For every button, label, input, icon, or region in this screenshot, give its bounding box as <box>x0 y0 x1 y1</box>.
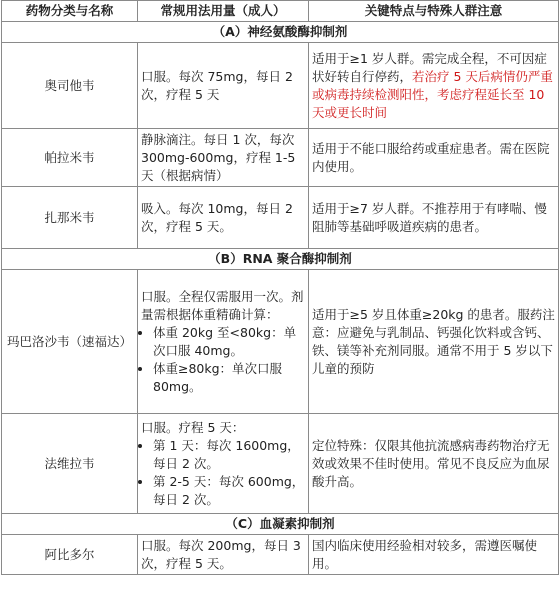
drug-name-arbidol: 阿比多尔 <box>2 535 138 575</box>
header-notes: 关键特点与特殊人群注意 <box>309 1 559 22</box>
dose-baloxavir <box>138 270 309 414</box>
group-row-a <box>2 22 559 43</box>
dose-list-baloxavir <box>141 324 305 396</box>
group-row-b <box>2 249 559 270</box>
table-row <box>2 270 559 414</box>
table-row <box>2 535 559 575</box>
dose-item: • 第 2-5 天：每次 600mg，每日 2 次。 <box>153 473 305 509</box>
dose-intro-favipiravir: 口服。疗程 5 天： <box>141 419 245 435</box>
drug-name-peramivir: 帕拉米韦 <box>2 129 138 187</box>
drug-name-oseltamivir: 奥司他韦 <box>2 43 138 129</box>
table-row <box>2 129 559 187</box>
note-oseltamivir: 适用于≥1 岁人群。需完成全程，不可因症状好转自行停药，若治疗 5 天后病情仍严重或病毒持续检测阳性，考虑疗程延长至 10 天或更长时间 <box>309 43 559 129</box>
dose-intro-baloxavir: 口服。全程仅需服用一次。剂量需根据体重精确计算： <box>141 288 304 322</box>
dose-item: • 第 1 天：每次 1600mg，每日 2 次。 <box>153 437 305 473</box>
header-row <box>2 1 559 22</box>
drug-name-zanamivir: 扎那米韦 <box>2 187 138 249</box>
dose-peramivir: 静脉滴注。每日 1 次，每次 300mg-600mg，疗程 1-5 天（根据病情） <box>138 129 309 187</box>
table-row <box>2 43 559 129</box>
dose-arbidol: 口服。每次 200mg，每日 3 次，疗程 5 天。 <box>138 535 309 575</box>
note-favipiravir: 定位特殊：仅限其他抗流感病毒药物治疗无效或效果不佳时使用。常见不良反应为血尿酸升高。 <box>309 414 559 514</box>
dose-item: • 体重≥80kg：单次口服 80mg。 <box>153 360 305 396</box>
group-row-c <box>2 514 559 535</box>
group-title-a: （A）神经氨酸酶抑制剂 <box>2 22 559 43</box>
table-row <box>2 414 559 514</box>
table-row <box>2 187 559 249</box>
header-name: 药物分类与名称 <box>2 1 138 22</box>
note-warning-oseltamivir: 若治疗 5 天后病情仍严重或病毒持续检测阳性，考虑疗程延长至 10 天或更长时间 <box>312 68 553 120</box>
note-peramivir: 适用于不能口服给药或重症患者。需在医院内使用。 <box>309 129 559 187</box>
dose-zanamivir: 吸入。每次 10mg，每日 2 次，疗程 5 天。 <box>138 187 309 249</box>
dose-list-favipiravir <box>141 437 305 509</box>
note-zanamivir: 适用于≥7 岁人群。不推荐用于有哮喘、慢阻肺等基础呼吸道疾病的患者。 <box>309 187 559 249</box>
dose-item: • 体重 20kg 至<80kg：单次口服 40mg。 <box>153 324 305 360</box>
note-baloxavir: 适用于≥5 岁且体重≥20kg 的患者。服药注意：应避免与乳制品、钙强化饮料或含钙、铁、镁等补充剂同服。通常不用于 5 岁以下儿童的预防 <box>309 270 559 414</box>
drug-name-favipiravir: 法维拉韦 <box>2 414 138 514</box>
group-title-b: （B）RNA 聚合酶抑制剂 <box>2 249 559 270</box>
dose-favipiravir <box>138 414 309 514</box>
drug-name-baloxavir: 玛巴洛沙韦（速福达） <box>2 270 138 414</box>
drug-table <box>1 0 559 575</box>
dose-oseltamivir: 口服。每次 75mg，每日 2 次，疗程 5 天 <box>138 43 309 129</box>
note-arbidol: 国内临床使用经验相对较多，需遵医嘱使用。 <box>309 535 559 575</box>
header-dose: 常规用法用量（成人） <box>138 1 309 22</box>
group-title-c: （C）血凝素抑制剂 <box>2 514 559 535</box>
